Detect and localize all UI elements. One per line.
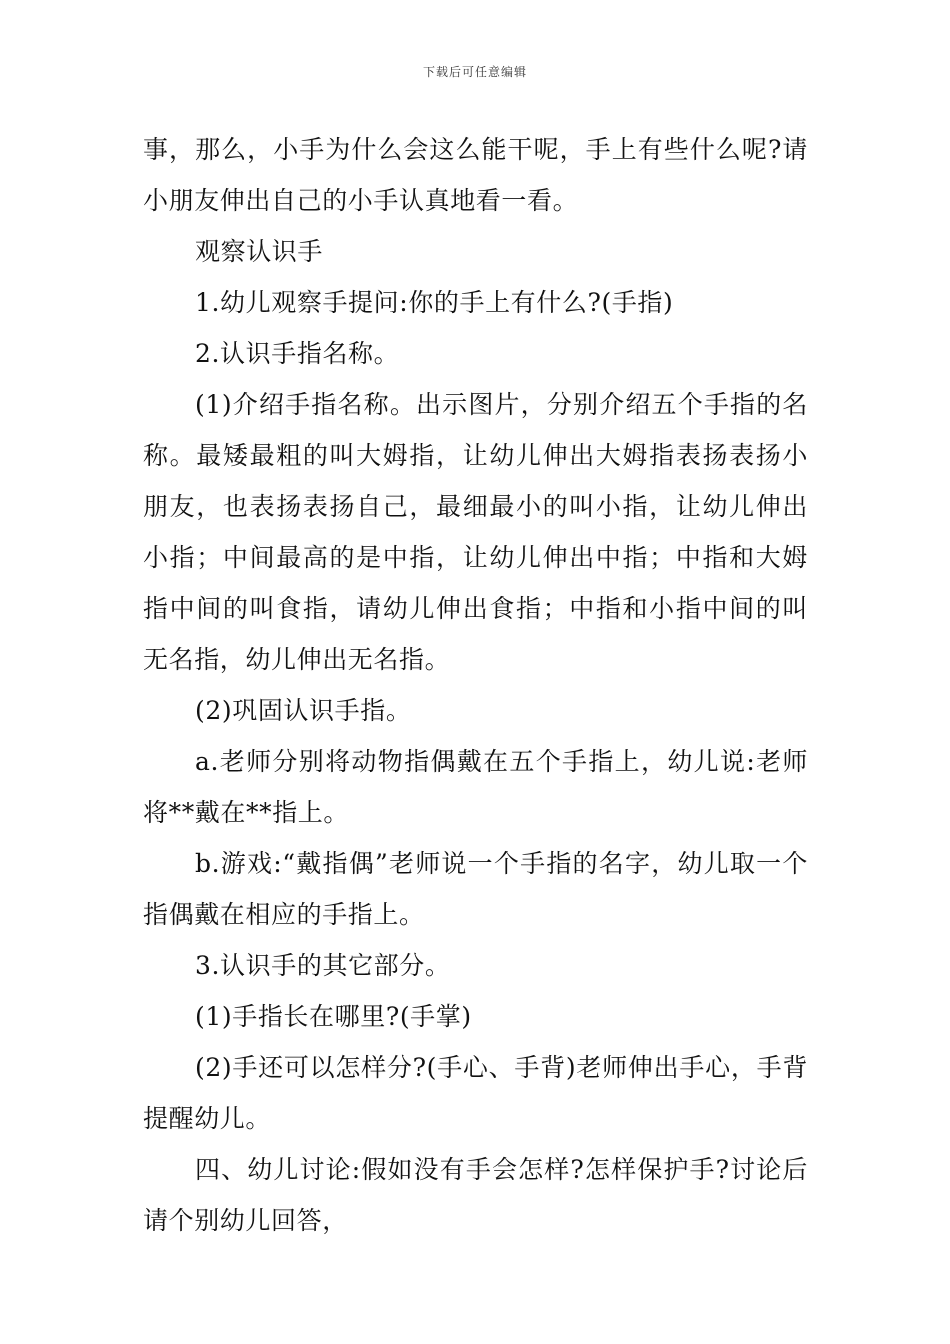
paragraph-activity-b: b.游戏:“戴指偶”老师说一个手指的名字，幼儿取一个指偶戴在相应的手指上。 [143, 849, 808, 929]
paragraph-consolidate: (2)巩固认识手指。 [195, 696, 412, 725]
paragraph-discussion: 四、幼儿讨论:假如没有手会怎样?怎样保护手?讨论后请个别幼儿回答， [143, 1155, 808, 1235]
paragraph-step-1: 1.幼儿观察手提问:你的手上有什么?(手指) [195, 288, 674, 317]
paragraph-finger-names: (1)介绍手指名称。出示图片，分别介绍五个手指的名称。最矮最粗的叫大姆指，让幼儿伸出大姆指表扬表扬小朋友，也表扬表扬自己，最细最小的叫小指，让幼儿伸出小指；中间最高的是中指，让幼儿伸出中指；中指和大姆指中间的叫食指，请幼儿伸出食指；中指和小指中间的叫无名指，幼儿伸出无名指。 [143, 390, 808, 674]
paragraph-activity-a: a.老师分别将动物指偶戴在五个手指上，幼儿说:老师将**戴在**指上。 [143, 747, 808, 827]
paragraph-continuation: 事，那么，小手为什么会这么能干呢，手上有些什么呢?请小朋友伸出自己的小手认真地看一看。 [143, 135, 808, 215]
section-heading-observe-hand: 观察认识手 [195, 237, 324, 266]
page-header: 下载后可任意编辑 [422, 65, 527, 79]
paragraph-step-3: 3.认识手的其它部分。 [195, 951, 451, 980]
document-body [143, 124, 808, 1246]
paragraph-palm-back: (2)手还可以怎样分?(手心、手背)老师伸出手心，手背提醒幼儿。 [143, 1053, 808, 1133]
paragraph-step-2: 2.认识手指名称。 [195, 339, 400, 368]
paragraph-palm: (1)手指长在哪里?(手掌) [195, 1002, 472, 1031]
